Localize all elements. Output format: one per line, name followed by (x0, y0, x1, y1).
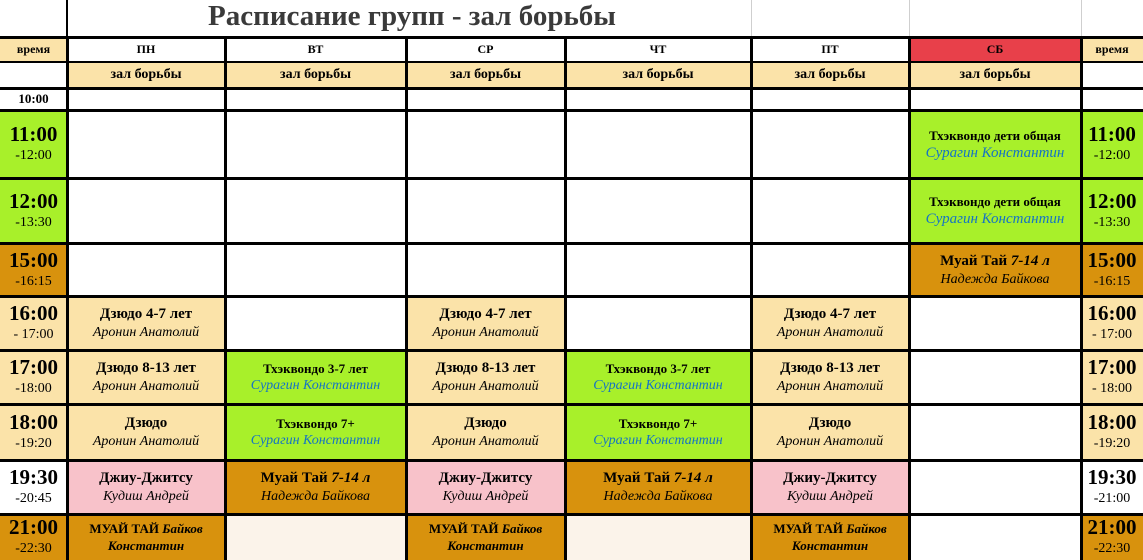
grid-line (0, 109, 1143, 112)
class-cell (406, 296, 565, 350)
teacher-name: Аронин Анатолий (92, 379, 200, 394)
age-group: 7-14 л (673, 470, 713, 486)
teacher-name: Аронин Анатолий (776, 325, 884, 340)
class-name: Дзюдо (124, 415, 168, 431)
class-cell (565, 404, 751, 460)
empty-cell (909, 350, 1081, 404)
class-cell (751, 404, 909, 460)
class-name: МУАЙ ТАЙ (773, 521, 843, 536)
class-title (99, 469, 193, 488)
hall-label: зал борьбы (225, 62, 406, 88)
end-time: -16:15 (1093, 273, 1131, 289)
teacher-name: Аронин Анатолий (432, 434, 539, 449)
class-cell (225, 350, 406, 404)
class-cell (225, 404, 406, 460)
class-name: Джиу-Джитсу (438, 470, 533, 486)
class-cell (751, 460, 909, 514)
class-cell (67, 514, 225, 560)
empty-cell (406, 110, 565, 178)
empty-cell (225, 88, 406, 110)
class-cell (751, 350, 909, 404)
class-cell (406, 460, 565, 514)
empty-cell (909, 88, 1081, 110)
start-time: 18:00 (1087, 410, 1137, 434)
time-slot-left (0, 460, 67, 514)
class-name: Дзюдо 4-7 лет (783, 306, 877, 322)
end-time: - 18:00 (1091, 381, 1133, 396)
end-time: -20:45 (15, 491, 52, 506)
end-time: - 17:00 (1091, 327, 1133, 342)
start-time: 18:00 (9, 410, 58, 434)
grid-line (751, 0, 752, 37)
empty-cell (565, 178, 751, 243)
start-time: 16:00 (9, 301, 58, 325)
empty-cell (67, 110, 225, 178)
time-slot-left (0, 404, 67, 460)
empty-cell (67, 178, 225, 243)
class-title (606, 360, 711, 377)
class-name: Джиу-Джитсу (99, 470, 193, 486)
teacher-name: Аронин Анатолий (432, 379, 539, 394)
class-cell (565, 350, 751, 404)
class-name: Дзюдо 8-13 лет (96, 360, 196, 376)
start-time: 19:30 (1087, 465, 1137, 489)
grid-line (0, 177, 1143, 180)
class-title (263, 360, 368, 377)
start-time: 15:00 (1087, 247, 1137, 272)
hall-label: зал борьбы (67, 62, 225, 88)
time-slot-right (1081, 350, 1143, 404)
end-time: - 17:00 (13, 327, 54, 342)
grid-line (0, 349, 1143, 352)
day-header: ПН (136, 42, 156, 56)
grid-line (1081, 0, 1082, 37)
teacher-name: Аронин Анатолий (92, 325, 200, 340)
class-cell (406, 404, 565, 460)
end-time: -19:20 (15, 436, 52, 451)
class-name: Дзюдо (464, 415, 507, 431)
hall-label: зал борьбы (565, 62, 751, 88)
time-slot-left (0, 296, 67, 350)
time-slot-left (0, 243, 67, 296)
end-time: -19:20 (1093, 436, 1131, 451)
class-title (96, 359, 196, 378)
grid-line (0, 242, 1143, 245)
class-name: МУАЙ ТАЙ (428, 521, 499, 536)
end-time: -12:00 (15, 148, 52, 163)
hall-label: зал борьбы (751, 62, 909, 88)
empty-cell (751, 110, 909, 178)
end-time: -13:30 (15, 214, 52, 230)
class-cell (909, 110, 1081, 178)
class-title (436, 359, 536, 378)
grid-line (750, 37, 753, 560)
class-name: Джиу-Джитсу (783, 470, 877, 486)
grid-line (66, 0, 68, 37)
class-cell (751, 296, 909, 350)
class-title (100, 305, 192, 324)
hall-label: зал борьбы (406, 62, 565, 88)
class-title (464, 414, 506, 433)
grid-line (0, 87, 1143, 90)
coach-name: Байков Константин (107, 521, 203, 553)
empty-cell (565, 110, 751, 178)
class-name: Дзюдо 4-7 лет (99, 306, 193, 322)
teacher-name: Аронин Анатолий (776, 434, 884, 449)
class-name: Дзюдо 4-7 лет (439, 306, 532, 322)
class-name: Тхэквондо 7+ (276, 416, 355, 431)
class-title (261, 469, 371, 488)
start-time: 21:00 (9, 515, 58, 539)
class-title (783, 469, 877, 488)
class-title (780, 359, 880, 378)
empty-cell (225, 110, 406, 178)
class-title (809, 414, 851, 433)
day-header: СР (477, 42, 494, 56)
class-cell (909, 178, 1081, 243)
end-time: -22:30 (1093, 541, 1131, 556)
grid-line (564, 37, 567, 560)
class-cell (225, 460, 406, 514)
start-time: 19:30 (9, 465, 58, 489)
day-header: СБ (909, 37, 1081, 62)
start-time: 17:00 (9, 355, 58, 379)
teacher-name: Аронин Анатолий (776, 379, 884, 394)
empty-cell (406, 88, 565, 110)
empty-cell (751, 178, 909, 243)
teacher-name: Надежда Байкова (603, 489, 713, 504)
start-time: 17:00 (1087, 355, 1137, 379)
time-slot-left (0, 110, 67, 178)
time-slot-left (0, 514, 67, 560)
class-name: Тхэквондо 7+ (618, 416, 698, 431)
class-cell (751, 514, 909, 560)
start-time: 11:00 (9, 122, 58, 146)
class-title (276, 415, 355, 432)
class-cell (67, 350, 225, 404)
class-name: Муай Тай (940, 252, 1008, 269)
class-block (67, 520, 225, 554)
teacher-name: Сурагин Константин (250, 378, 381, 393)
start-time: 12:00 (9, 188, 58, 213)
hall-label: зал борьбы (909, 62, 1081, 88)
empty-cell (67, 243, 225, 296)
day-header: ЧТ (649, 42, 667, 56)
grid-line (909, 0, 910, 37)
grid-line (405, 37, 408, 560)
time-slot-right (1081, 460, 1143, 514)
teacher-name: Кудиш Андрей (103, 489, 189, 504)
end-time: -16:15 (15, 273, 52, 289)
day-header: ВТ (307, 42, 324, 56)
teacher-name: Сурагин Константин (925, 144, 1065, 161)
time-slot-right (1081, 110, 1143, 178)
teacher-name: Надежда Байкова (940, 271, 1050, 287)
age-group: 7-14 л (331, 470, 371, 486)
class-name: Муай Тай (260, 470, 328, 486)
class-title (619, 415, 698, 432)
coach-name: Байков Константин (447, 521, 543, 553)
empty-cell (67, 88, 225, 110)
teacher-name: Сурагин Константин (250, 433, 381, 448)
class-block (909, 193, 1081, 228)
time-header-right: время (1081, 37, 1143, 62)
teacher-name: Кудиш Андрей (787, 489, 873, 504)
class-cell (909, 243, 1081, 296)
class-name: Дзюдо 8-13 лет (435, 360, 536, 376)
class-name: Тхэквондо дети общая (929, 127, 1061, 143)
time-slot-right (1081, 514, 1143, 560)
page-title: Расписание групп - зал борьбы (208, 0, 616, 32)
class-name: Тхэквондо 3-7 лет (605, 361, 711, 376)
class-block (909, 127, 1081, 162)
empty-cell (565, 514, 751, 560)
start-time: 11:00 (1088, 122, 1136, 146)
empty-cell (225, 296, 406, 350)
empty-cell (406, 243, 565, 296)
grid-line (908, 37, 911, 560)
empty-cell (751, 243, 909, 296)
age-group: 7-14 л (1010, 252, 1050, 269)
empty-cell (909, 296, 1081, 350)
class-cell (67, 404, 225, 460)
class-title (439, 305, 531, 324)
empty-cell (225, 243, 406, 296)
grid-line (66, 37, 69, 560)
empty-cell (751, 88, 909, 110)
time-header-left: время (0, 37, 67, 62)
teacher-name: Сурагин Константин (593, 433, 723, 448)
end-time: -12:00 (1093, 148, 1131, 163)
grid-line (0, 61, 1143, 63)
end-time: -21:00 (1093, 491, 1131, 506)
class-name: Муай Тай (603, 470, 671, 486)
start-time: 10:00 (18, 91, 49, 106)
teacher-name: Аронин Анатолий (92, 434, 200, 449)
empty-cell (909, 460, 1081, 514)
class-name: МУАЙ ТАЙ (89, 521, 159, 536)
class-name: Тхэквондо дети общая (929, 194, 1061, 209)
class-title (603, 469, 713, 488)
grid-line (0, 36, 1143, 39)
class-cell (67, 460, 225, 514)
start-time: 12:00 (1087, 188, 1137, 213)
end-time: -22:30 (15, 541, 52, 556)
class-name: Дзюдо (808, 415, 852, 431)
class-cell (406, 514, 565, 560)
class-cell (565, 460, 751, 514)
teacher-name: Надежда Байкова (260, 489, 371, 504)
grid-line (0, 295, 1143, 298)
empty-cell (225, 178, 406, 243)
day-header: ПТ (821, 42, 839, 56)
class-cell (67, 296, 225, 350)
grid-line (224, 37, 227, 560)
time-slot-left (0, 350, 67, 404)
class-block (751, 520, 909, 554)
class-title (439, 469, 533, 488)
empty-cell (565, 88, 751, 110)
grid-line (1080, 37, 1083, 560)
class-title (940, 252, 1050, 271)
empty-cell (909, 514, 1081, 560)
class-title (784, 305, 876, 324)
start-time: 16:00 (1087, 301, 1137, 325)
time-slot-left (0, 88, 67, 110)
class-title (125, 414, 167, 433)
grid-line (0, 459, 1143, 462)
class-block (406, 520, 565, 554)
end-time: -18:00 (15, 381, 52, 396)
teacher-name: Кудиш Андрей (442, 489, 529, 504)
teacher-name: Сурагин Константин (593, 378, 723, 393)
class-cell (406, 350, 565, 404)
class-name: Тхэквондо 3-7 лет (263, 361, 368, 376)
class-name: Дзюдо 8-13 лет (780, 360, 880, 376)
start-time: 21:00 (1087, 515, 1137, 539)
empty-cell (406, 178, 565, 243)
teacher-name: Сурагин Константин (925, 211, 1065, 227)
empty-cell (909, 404, 1081, 460)
empty-cell (565, 296, 751, 350)
time-slot-right (1081, 88, 1143, 110)
time-slot-right (1081, 296, 1143, 350)
time-slot-right (1081, 178, 1143, 243)
teacher-name: Аронин Анатолий (432, 325, 539, 340)
grid-line (0, 403, 1143, 406)
empty-cell (565, 243, 751, 296)
coach-name: Байков Константин (791, 521, 887, 553)
time-slot-right (1081, 243, 1143, 296)
time-slot-right (1081, 404, 1143, 460)
empty-cell (225, 514, 406, 560)
time-slot-left (0, 178, 67, 243)
end-time: -13:30 (1093, 214, 1131, 230)
start-time: 15:00 (9, 247, 58, 272)
grid-line (0, 513, 1143, 516)
